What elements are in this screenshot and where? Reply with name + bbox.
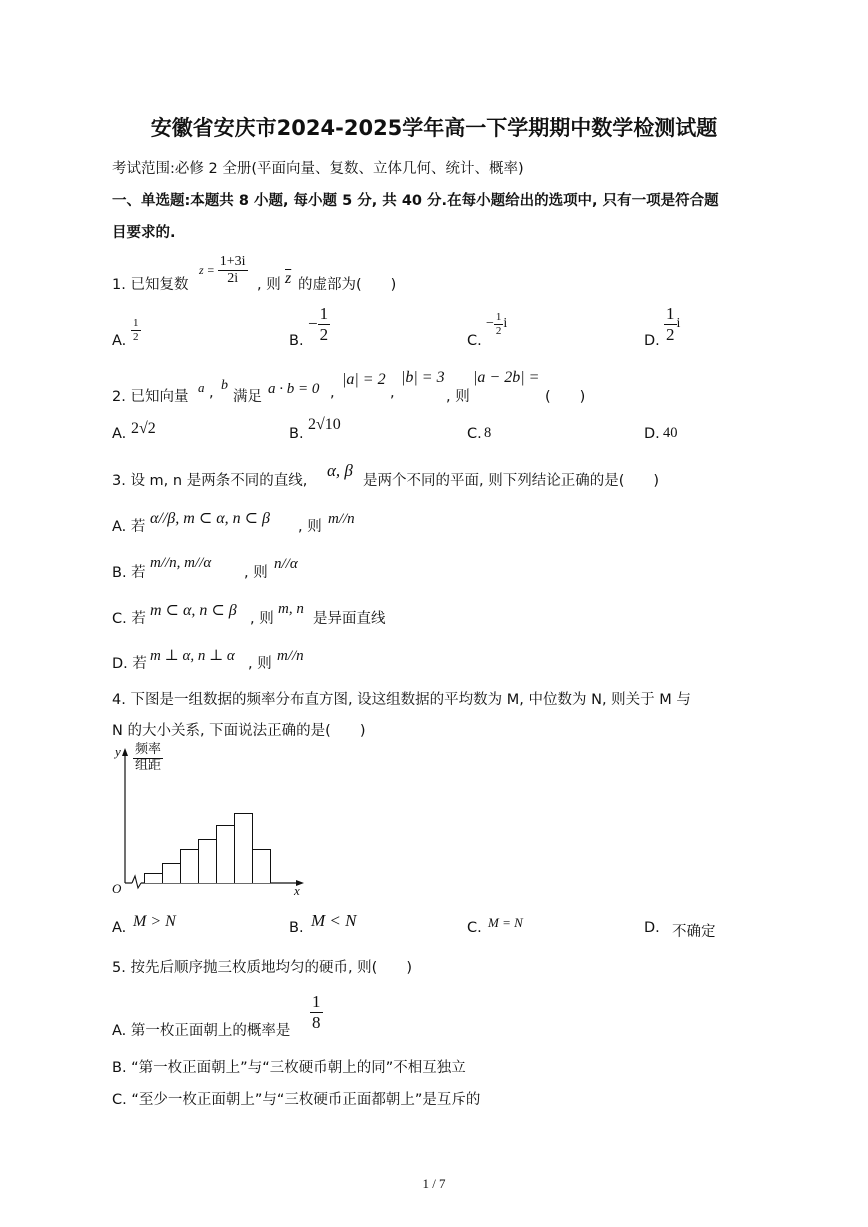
q1-option-a-label: A.: [112, 333, 127, 349]
q5-stem: 5. 按先后顺序抛三枚质地均匀的硬币, 则( ): [112, 960, 412, 976]
q3-option-b-res: n//α: [274, 556, 298, 572]
q3-option-d-cond: m ⊥ α, n ⊥ α: [150, 648, 235, 664]
q2-then: , 则: [446, 389, 470, 405]
q1-suffix: 的虚部为( ): [298, 277, 397, 293]
q2-option-b-label: B.: [289, 426, 304, 442]
q1-option-d-label: D.: [644, 333, 660, 349]
q1-option-c-sign: −: [486, 316, 494, 332]
origin-label: O: [112, 881, 122, 896]
q1-option-b-label: B.: [289, 333, 304, 349]
q5-option-a-text: A. 第一枚正面朝上的概率是: [112, 1023, 291, 1039]
q2-vector-a: a: [198, 380, 205, 395]
q1-option-c-label: C.: [467, 333, 482, 349]
q1-expression: [199, 254, 248, 287]
histogram-bar: [252, 849, 271, 883]
q1-option-d-num: 1: [666, 304, 675, 323]
histogram: [110, 742, 310, 902]
q2-suffix: ( ): [545, 389, 586, 405]
q5-option-b-text: B. “第一枚正面朝上”与“三枚硬币朝上的同”不相互独立: [112, 1060, 466, 1076]
q2-cond: 满足: [233, 389, 262, 405]
q3-prefix: 3. 设 m, n 是两条不同的直线,: [112, 473, 308, 489]
page-number: 1 / 7: [422, 1176, 446, 1191]
q4-option-d-value: 不确定: [672, 924, 716, 940]
q3-option-c-label: C. 若: [112, 611, 146, 627]
y-label-num: 频率: [135, 742, 162, 757]
q4-option-b-label: B.: [289, 920, 304, 936]
q4-line1: 4. 下图是一组数据的频率分布直方图, 设这组数据的平均数为 M, 中位数为 N, 则关于 M 与: [112, 692, 691, 708]
q3-option-d-then: , 则: [248, 656, 272, 672]
q1-option-a-den: 2: [133, 330, 139, 343]
histogram-bar: [234, 813, 253, 883]
x-axis-label: x: [294, 883, 300, 898]
q3-option-c-then: , 则: [250, 611, 274, 627]
exam-scope: 考试范围:必修 2 全册(平面向量、复数、立体几何、统计、概率): [112, 161, 524, 177]
q1-option-b-value: [308, 304, 330, 344]
q4-line2: N 的大小关系, 下面说法正确的是( ): [112, 723, 366, 739]
q4-option-a-value: M > N: [133, 913, 176, 930]
q3-option-a-res: m//n: [328, 511, 355, 527]
q3-option-d-res: m//n: [277, 648, 304, 664]
q3-planes: α, β: [327, 461, 353, 480]
q1-option-c-value: [486, 311, 507, 337]
y-axis-label: y: [115, 744, 121, 759]
q3-option-a-label: A. 若: [112, 519, 146, 535]
q1-option-b-sign: −: [308, 314, 318, 334]
q3-option-d-label: D. 若: [112, 656, 147, 672]
q4-option-b-value: M < N: [311, 911, 357, 930]
q1-option-c-tail: i: [503, 316, 508, 332]
q3-option-c-cond: m ⊂ α, n ⊂ β: [150, 602, 237, 619]
q1-option-c-num: 1: [495, 311, 502, 323]
section-heading-line2: 目要求的.: [112, 225, 176, 241]
q2-target: |a − 2b| =: [473, 369, 540, 386]
q1-frac-num: 1+3i: [218, 254, 248, 271]
q4-option-d-label: D.: [644, 920, 660, 936]
q2-option-c-value: 8: [484, 425, 492, 441]
q3-option-a-then: , 则: [298, 519, 322, 535]
q1-option-d-fraction: [664, 304, 677, 344]
q3-option-c-tail: 是异面直线: [313, 611, 386, 627]
y-axis-fraction-label: [133, 743, 163, 774]
q3-option-b-label: B. 若: [112, 565, 146, 581]
q2-prefix: 2. 已知向量: [112, 389, 189, 405]
q1-zbar: $\overline{z}$: [285, 270, 292, 287]
q1-option-c-fraction: [494, 311, 504, 337]
q2-option-a-label: A.: [112, 426, 127, 442]
q2-vector-b: b: [221, 378, 228, 393]
histogram-bar: [144, 873, 163, 883]
q2-dot-expr: a · b = 0: [268, 381, 320, 397]
q1-fraction: [218, 254, 248, 287]
q1-option-b-den: 2: [319, 324, 329, 344]
q3-option-c-res: m, n: [278, 601, 304, 617]
q5-option-a-fraction: [310, 992, 323, 1032]
q1-frac-den: 2i: [227, 271, 239, 287]
q1-option-a-fraction: [131, 317, 141, 343]
q2-abs-b: |b| = 3: [401, 369, 445, 386]
q5-option-a-num: 1: [312, 992, 321, 1011]
y-axis-arrow: [122, 748, 128, 756]
q1-option-c-den: 2: [495, 324, 502, 337]
q1-option-b-fraction: [318, 304, 331, 344]
q3-option-b-then: , 则: [244, 565, 268, 581]
q1-z-eq: z =: [199, 263, 215, 278]
q1-option-d-den: 2: [666, 324, 675, 344]
q4-option-c-label: C.: [467, 920, 482, 936]
q2-option-b-value: 2√10: [308, 416, 341, 433]
page-title: 安徽省安庆市2024-2025学年高一下学期期中数学检测试题: [150, 116, 718, 140]
y-label-den: 组距: [135, 757, 162, 773]
q3-suffix: 是两个不同的平面, 则下列结论正确的是( ): [363, 473, 660, 489]
q4-option-a-label: A.: [112, 920, 127, 936]
histogram-bar: [180, 849, 199, 883]
q1-option-a-num: 1: [133, 317, 139, 329]
q4-option-c-value: M = N: [488, 915, 523, 930]
q2-comma-2: ,: [390, 385, 395, 401]
q1-option-d-value: [664, 304, 680, 344]
q2-comma-1: ,: [330, 385, 335, 401]
q3-option-b-cond: m//n, m//α: [150, 555, 212, 571]
axis-break: [132, 876, 141, 888]
q5-option-c-text: C. “至少一枚正面朝上”与“三枚硬币正面都朝上”是互斥的: [112, 1092, 481, 1108]
q3-option-a-cond: α//β, m ⊂ α, n ⊂ β: [150, 510, 270, 527]
q2-abs-a: |a| = 2: [342, 371, 386, 388]
histogram-bar: [162, 863, 181, 883]
q5-option-a-den: 8: [312, 1012, 321, 1032]
q1-prefix: 1. 已知复数: [112, 277, 189, 293]
histogram-bar: [198, 839, 217, 883]
q2-sep: ,: [209, 385, 214, 401]
q2-option-d-value: 40: [663, 425, 678, 441]
q1-option-d-tail: i: [676, 316, 681, 332]
q2-option-c-label: C.: [467, 426, 482, 442]
q1-mid: , 则: [257, 277, 281, 293]
q2-option-d-label: D.: [644, 426, 660, 442]
section-heading-line1: 一、单选题:本题共 8 小题, 每小题 5 分, 共 40 分.在每小题给出的选项中, 只有一项是符合题: [112, 193, 719, 209]
q2-option-a-value: 2√2: [131, 420, 156, 437]
q1-option-b-num: 1: [319, 304, 329, 323]
histogram-bar: [216, 825, 235, 883]
